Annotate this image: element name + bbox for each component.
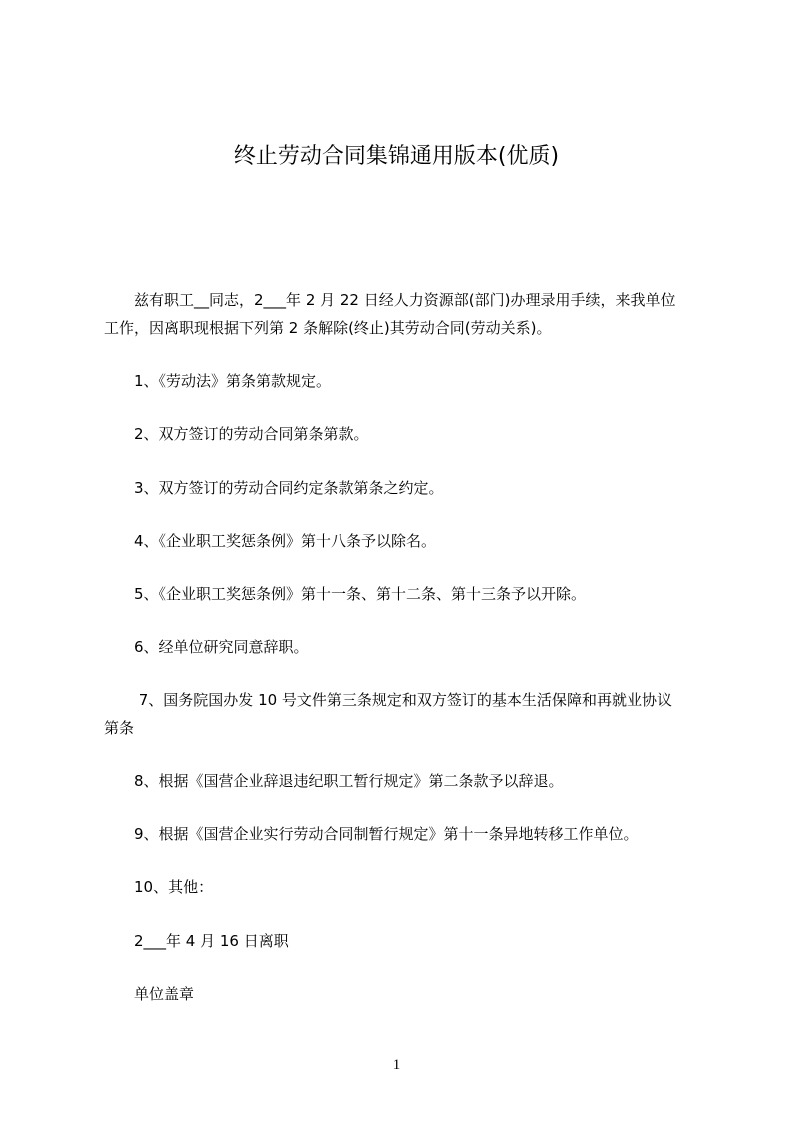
document-title: 终止劳动合同集锦通用版本(优质) — [233, 144, 560, 169]
list-item-6: 6、经单位研究同意辞职。 — [104, 638, 309, 656]
list-item-9: 9、根据《国营企业实行劳动合同制暂行规定》第十一条异地转移工作单位。 — [104, 825, 639, 843]
unit-stamp-line: 单位盖章 — [104, 985, 195, 1003]
list-item-3: 3、双方签订的劳动合同约定条款第条之约定。 — [104, 479, 444, 497]
list-item-7-line-1: 7、国务院国办发 10 号文件第三条规定和双方签订的基本生活保障和再就业协议 — [104, 691, 672, 709]
list-item-2: 2、双方签订的劳动合同第条第款。 — [104, 425, 369, 443]
list-item-7-line-2: 第条 — [104, 719, 135, 737]
page-number: 1 — [392, 1057, 401, 1073]
list-item-8: 8、根据《国营企业辞退违纪职工暂行规定》第二条款予以辞退。 — [104, 772, 564, 790]
departure-date-line: 2___年 4 月 16 日离职 — [104, 932, 289, 950]
intro-paragraph-line-2: 工作，因离职现根据下列第 2 条解除(终止)其劳动合同(劳动关系)。 — [104, 319, 552, 337]
list-item-10: 10、其他： — [104, 878, 214, 896]
list-item-1: 1、《劳动法》第条第款规定。 — [104, 372, 332, 390]
list-item-4: 4、《企业职工奖惩条例》第十八条予以除名。 — [104, 532, 437, 550]
list-item-5: 5、《企业职工奖惩条例》第十一条、第十二条、第十三条予以开除。 — [104, 585, 587, 603]
intro-paragraph-line-1: 兹有职工__同志，2___年 2 月 22 日经人力资源部(部门)办理录用手续，来我单位 — [104, 291, 676, 309]
